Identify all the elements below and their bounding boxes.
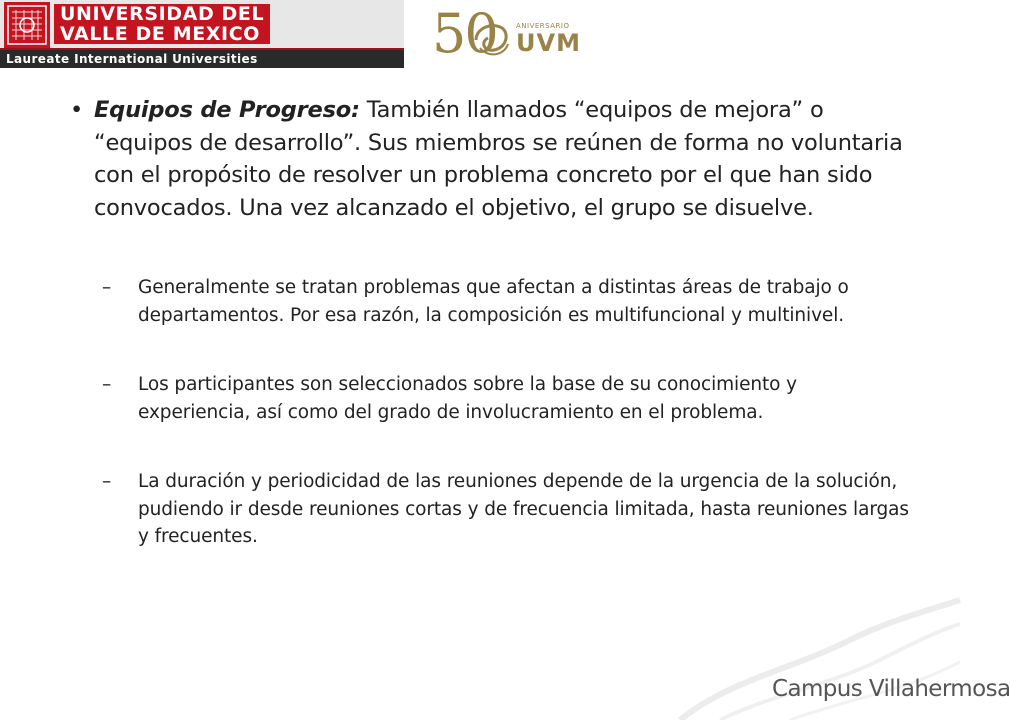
dash-icon: – [102, 374, 112, 395]
university-name-line1: UNIVERSIDAD DEL [60, 3, 265, 25]
dash-icon: – [102, 471, 112, 492]
laureate-network-label: Laureate International Universities [6, 52, 258, 66]
anniversary-swirl-icon [470, 18, 514, 62]
sub-bullet [64, 371, 914, 426]
sub-bullet-text: Generalmente se tratan problemas que afectan a distintas áreas de trabajo o departamentos. Por esa razón, la composición es multifuncional y multinivel. [138, 277, 849, 326]
dash-icon: – [102, 277, 112, 298]
uvm-logo [0, 0, 404, 68]
sub-bullet [64, 468, 914, 551]
main-bullet [64, 94, 914, 224]
uvm-crest-icon [4, 2, 50, 48]
sub-bullet-list [64, 274, 914, 551]
term-heading: Equipos de Progreso: [94, 97, 360, 123]
sub-bullet [64, 274, 914, 329]
background-watermark [640, 600, 960, 720]
bullet-icon: • [70, 97, 84, 123]
anniversary-number: 50 [432, 2, 497, 65]
slide-content [64, 94, 914, 593]
anniversary-brand: UVM [516, 29, 581, 57]
anniversary-word: ANIVERSARIO [516, 22, 570, 30]
term-definition: También llamados “equipos de mejora” o “equipos de desarrollo”. Sus miembros se reúnen de forma no voluntaria con el propósito de resolver un problema concreto por el que han sido convocados. Una vez alcanzado el objetivo, el grupo se disuelve. [94, 97, 903, 221]
campus-label: Campus Villahermosa [772, 676, 1010, 702]
university-name-line2: VALLE DE MEXICO [60, 23, 260, 45]
anniversary-logo [432, 2, 581, 68]
sub-bullet-text: Los participantes son seleccionados sobre la base de su conocimiento y experiencia, así como del grado de involucramiento en el problema. [138, 374, 797, 423]
sub-bullet-text: La duración y periodicidad de las reuniones depende de la urgencia de la solución, pudiendo ir desde reuniones cortas y de frecuencia limitada, hasta reuniones largas y frecuentes. [138, 471, 909, 547]
